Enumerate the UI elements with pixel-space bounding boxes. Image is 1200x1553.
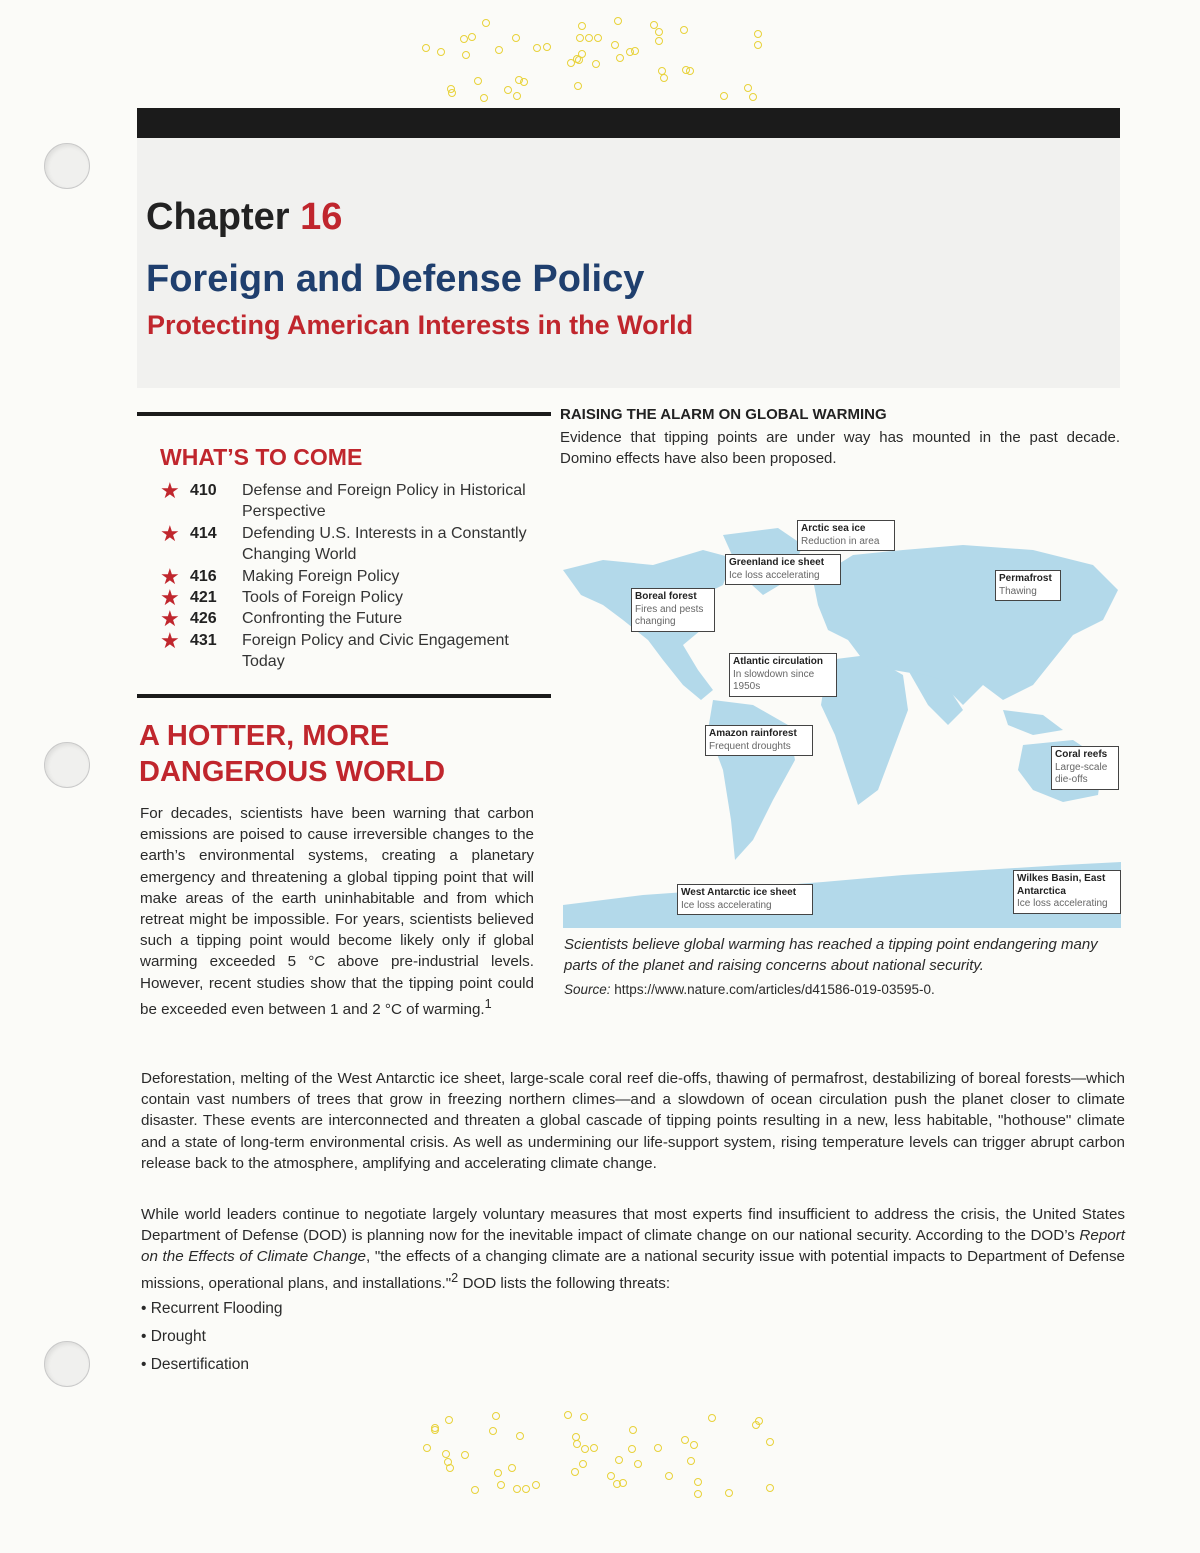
callout-wilkes-basin [1013, 870, 1121, 914]
decorative-dot [594, 34, 602, 42]
decorative-dot [590, 1444, 598, 1452]
section-rule [137, 694, 551, 698]
callout-detail: Fires and pests changing [635, 603, 704, 627]
decorative-dot [462, 51, 470, 59]
decorative-dot [515, 76, 523, 84]
decorative-dot [512, 34, 520, 42]
decorative-dot [482, 19, 490, 27]
decorative-dot [581, 1445, 589, 1453]
decorative-dot [578, 22, 586, 30]
decorative-dot [573, 1440, 581, 1448]
decorative-dot [576, 34, 584, 42]
decorative-dot [543, 43, 551, 51]
decorative-dot [422, 44, 430, 52]
callout-permafrost [995, 570, 1061, 601]
item-text: Foreign Policy and Civic Engagement Today [242, 631, 509, 671]
decorative-dot [660, 74, 668, 82]
decorative-dot [754, 30, 762, 38]
callout-amazon-rainforest [705, 725, 813, 756]
decorative-dot [460, 35, 468, 43]
whats-to-come-item [160, 585, 540, 611]
decorative-dot [461, 1451, 469, 1459]
decorative-dot [532, 1481, 540, 1489]
callout-name: Coral reefs [1055, 749, 1108, 760]
callout-boreal-forest [631, 588, 715, 632]
star-icon: ★ [160, 627, 180, 653]
decorative-dot [574, 82, 582, 90]
callout-detail: Ice loss accelerating [681, 899, 772, 911]
body-paragraph-2-text-b: , "the effects of a changing climate are a national security issue with potential impacts to Department of Defense missions, operational plans, and installations." [141, 1248, 1126, 1292]
section-heading-line2: DANGEROUS WORLD [139, 756, 446, 788]
callout-west-antarctic-ice-sheet [677, 884, 813, 915]
decorative-dot [614, 17, 622, 25]
star-icon: ★ [160, 606, 180, 632]
decorative-dot [423, 1444, 431, 1452]
decorative-dot [489, 1427, 497, 1435]
decorative-dot [754, 41, 762, 49]
item-text: Defending U.S. Interests in a Constantly Changing World [242, 524, 527, 564]
item-page: 416 [190, 567, 217, 585]
callout-coral-reefs [1051, 746, 1119, 790]
whats-to-come-rule [137, 412, 551, 416]
callout-name: West Antarctic ice sheet [681, 887, 797, 898]
decorative-dot [446, 1464, 454, 1472]
report-title: Report on the Effects of Climate Change [141, 1227, 1125, 1266]
footnote-ref: 1 [484, 996, 492, 1011]
whats-to-come-item [160, 480, 540, 523]
figure-title: RAISING THE ALARM ON GLOBAL WARMING [560, 406, 887, 423]
whats-to-come-heading: WHAT’S TO COME [160, 444, 363, 470]
punch-hole-middle [44, 742, 90, 788]
decorative-dot [613, 1480, 621, 1488]
decorative-dot [445, 1416, 453, 1424]
decorative-dot [687, 1457, 695, 1465]
figure-intro: Evidence that tipping points are under way has mounted in the past decade. Domino effects have also been proposed. [560, 429, 1120, 467]
decorative-dot [665, 1472, 673, 1480]
section-heading-line1: A HOTTER, MORE [139, 720, 390, 752]
item-page: 431 [190, 631, 217, 649]
intro-paragraph-text: For decades, scientists have been warning that carbon emissions are poised to cause irreversible changes to the earth’s environmental systems, creating a planetary emergency and threatening a global tipping point that will make areas of the earth uninhabitable and from which retreat might be impossible. For years, scientists believed such a tipping point would become likely only if global warming exceeded 5 °C above pre-industrial levels. However, recent studies show that the tipping point could be exceeded even between 1 and 2 °C of warming. [140, 805, 534, 1018]
item-page: 410 [190, 482, 217, 499]
star-icon: ★ [160, 585, 180, 611]
decorative-dot [694, 1478, 702, 1486]
callout-name: Atlantic circulation [733, 656, 824, 667]
whats-to-come-item [160, 520, 540, 566]
callout-arctic-sea-ice [797, 520, 895, 551]
decorative-dot [513, 92, 521, 100]
callout-name: Greenland ice sheet [729, 557, 825, 568]
chapter-top-bar [137, 108, 1120, 138]
decorative-dot [634, 1460, 642, 1468]
decorative-dot [629, 1426, 637, 1434]
callout-detail: In slowdown since 1950s [733, 668, 815, 692]
decorative-dot [616, 54, 624, 62]
body-paragraph-2-text-a: While world leaders continue to negotiate largely voluntary measures that most experts find insufficient to address the crisis, the United States Department of Defense (DOD) is planning now for the inevitable impact of climate change on our national security. According to the DOD’s [141, 1206, 1125, 1245]
decorative-dot [654, 1444, 662, 1452]
decorative-dot [592, 60, 600, 68]
decorative-dot [725, 1489, 733, 1497]
item-text: Making Foreign Policy [242, 567, 400, 585]
whats-to-come-item [160, 563, 540, 589]
decorative-dot [615, 1456, 623, 1464]
figure-caption: Scientists believe global warming has reached a tipping point endangering many parts of the planet and raising concerns about national security. [564, 936, 1098, 974]
decorative-dot [766, 1484, 774, 1492]
decorative-dot [468, 33, 476, 41]
item-page: 426 [190, 610, 217, 628]
threat-item: • Drought [141, 1328, 206, 1345]
chapter-number: 16 [300, 196, 343, 238]
decorative-dot [611, 41, 619, 49]
callout-greenland-ice-sheet [725, 554, 841, 585]
decorative-dot [522, 1485, 530, 1493]
star-icon: ★ [160, 478, 180, 503]
threat-item: • Recurrent Flooding [141, 1300, 283, 1317]
decorative-dot [720, 92, 728, 100]
callout-atlantic-circulation [729, 653, 837, 697]
callout-detail: Ice loss accelerating [729, 569, 820, 581]
decorative-dot [681, 1436, 689, 1444]
callout-name: Arctic sea ice [801, 523, 866, 534]
decorative-dot [474, 77, 482, 85]
decorative-dot [655, 28, 663, 36]
decorative-dot [607, 1472, 615, 1480]
decorative-dot [516, 1432, 524, 1440]
decorative-dots-bottom [420, 1410, 780, 1500]
decorative-dot [508, 1464, 516, 1472]
chapter-title: Foreign and Defense Policy [146, 258, 645, 300]
callout-name: Wilkes Basin, East Antarctica [1017, 873, 1106, 897]
decorative-dot [533, 44, 541, 52]
decorative-dot [682, 66, 690, 74]
se-asia-shape [1003, 710, 1063, 735]
whats-to-come-item [160, 606, 540, 632]
decorative-dot [694, 1490, 702, 1498]
decorative-dot [708, 1414, 716, 1422]
punch-hole-bottom [44, 1341, 90, 1387]
decorative-dot [513, 1485, 521, 1493]
decorative-dot [579, 1460, 587, 1468]
decorative-dot [690, 1441, 698, 1449]
figure-source [564, 982, 935, 997]
body-paragraph-2 [141, 1204, 1125, 1294]
punch-hole-top [44, 143, 90, 189]
item-page: 421 [190, 589, 217, 607]
source-label: Source: [564, 982, 611, 997]
threat-list [141, 1300, 283, 1384]
source-link[interactable]: https://www.nature.com/articles/d41586-019-03595-0. [614, 982, 935, 997]
decorative-dot [442, 1450, 450, 1458]
decorative-dot [585, 34, 593, 42]
decorative-dot [766, 1438, 774, 1446]
whats-to-come-item [160, 627, 540, 673]
decorative-dot [744, 84, 752, 92]
whats-to-come-list [160, 480, 540, 673]
decorative-dot [564, 1411, 572, 1419]
chapter-word: Chapter [146, 196, 290, 238]
section-heading [139, 718, 559, 790]
decorative-dot [431, 1426, 439, 1434]
decorative-dot [680, 26, 688, 34]
decorative-dot [628, 1445, 636, 1453]
decorative-dot [494, 1469, 502, 1477]
decorative-dot [655, 37, 663, 45]
decorative-dot [448, 89, 456, 97]
south-america-shape [708, 700, 795, 860]
item-page: 414 [190, 524, 217, 542]
decorative-dot [631, 47, 639, 55]
decorative-dot [495, 46, 503, 54]
callout-name: Amazon rainforest [709, 728, 797, 739]
decorative-dot [492, 1412, 500, 1420]
item-text: Defense and Foreign Policy in Historical Perspective [242, 482, 526, 521]
item-text: Tools of Foreign Policy [242, 589, 403, 607]
star-icon: ★ [160, 520, 180, 546]
callout-detail: Frequent droughts [709, 740, 791, 752]
decorative-dots-top [420, 15, 780, 105]
item-text: Confronting the Future [242, 610, 403, 628]
callout-detail: Large-scale die-offs [1055, 761, 1108, 785]
star-icon: ★ [160, 563, 180, 589]
callout-name: Permafrost [999, 573, 1052, 584]
decorative-dot [749, 93, 757, 101]
threat-item: • Desertification [141, 1356, 249, 1373]
body-paragraph-2-text-c: DOD lists the following threats: [458, 1274, 671, 1292]
decorative-dot [437, 48, 445, 56]
chapter-label [146, 196, 342, 239]
decorative-dot [752, 1421, 760, 1429]
intro-paragraph [140, 803, 534, 1020]
callout-detail: Thawing [999, 585, 1037, 597]
decorative-dot [471, 1486, 479, 1494]
decorative-dot [480, 94, 488, 102]
callout-name: Boreal forest [635, 591, 697, 602]
world-map-figure [563, 510, 1121, 928]
decorative-dot [578, 50, 586, 58]
decorative-dot [497, 1481, 505, 1489]
callout-detail: Reduction in area [801, 535, 880, 547]
callout-detail: Ice loss accelerating [1017, 898, 1108, 909]
footnote-ref: 2 [451, 1270, 459, 1285]
decorative-dot [571, 1468, 579, 1476]
decorative-dot [580, 1413, 588, 1421]
body-paragraph-1: Deforestation, melting of the West Antarctic ice sheet, large-scale coral reef die-offs, thawing of permafrost, destabilizing of boreal forests—which contain vast numbers of trees that grow in freezing northern climes—and a slowdown of ocean circulation push the planet closer to climate disaster. These events are interconnected and threaten a global cascade of tipping points resulting in a new, less habitable, "hothouse" climate and a state of long-term environmental crisis. As well as undermining our life-support system, rising temperature levels can trigger abrupt carbon release back to the atmosphere, amplifying and accelerating climate change. [141, 1070, 1125, 1172]
chapter-subtitle: Protecting American Interests in the World [147, 310, 694, 340]
decorative-dot [504, 86, 512, 94]
